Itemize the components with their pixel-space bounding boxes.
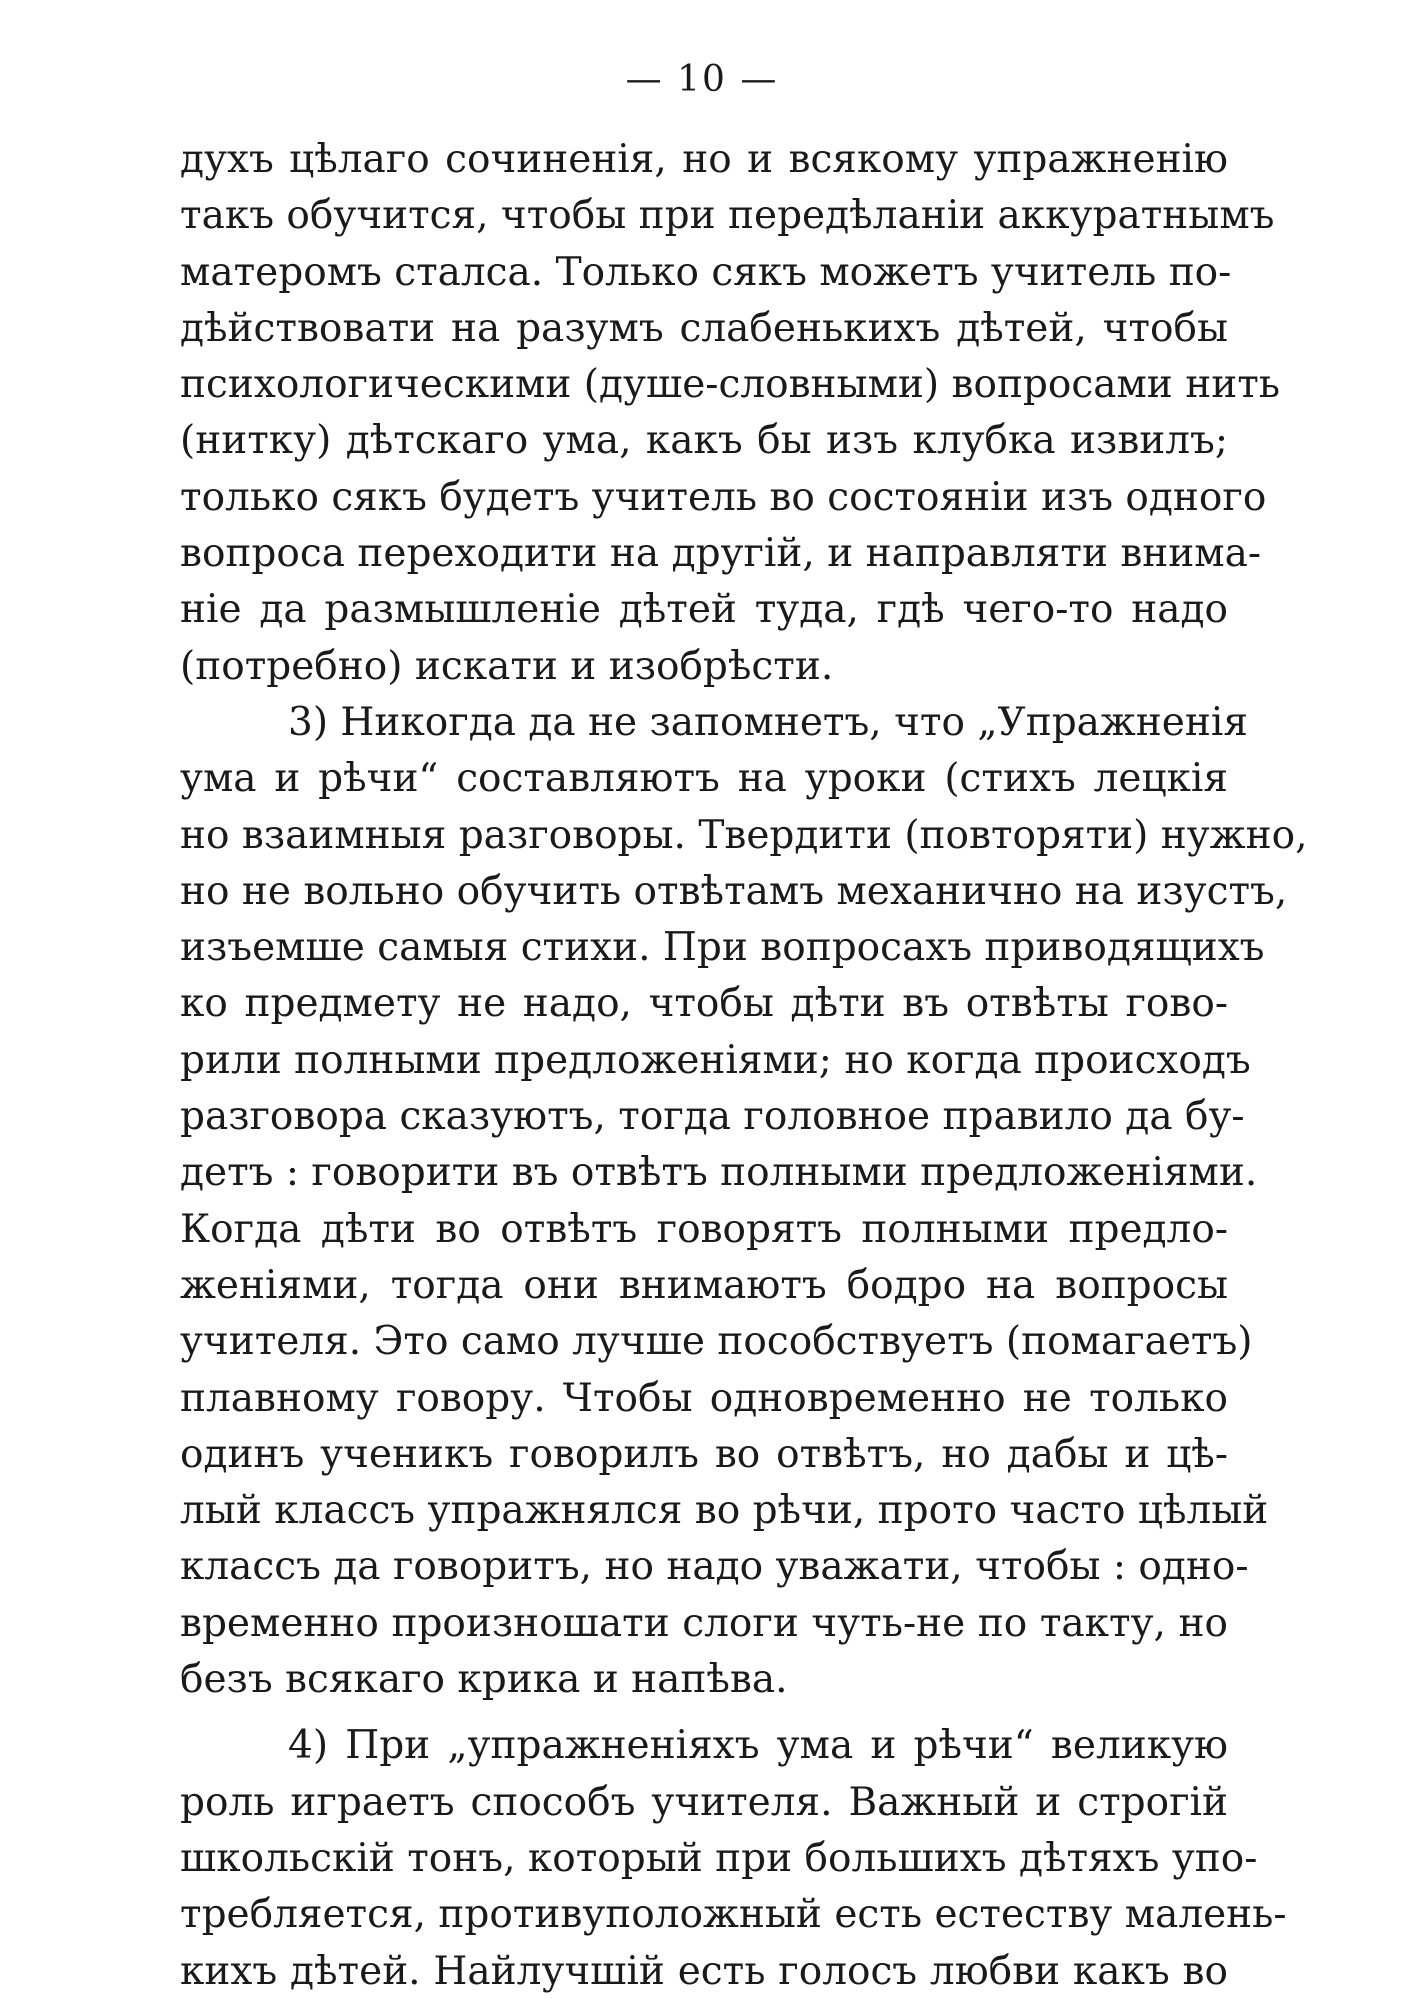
text-line: матеромъ сталса. Только сякъ можетъ учитель по-	[180, 249, 1232, 295]
paragraph-3	[180, 1718, 1287, 1999]
text-line: временно произношати слоги чуть-не по такту, но	[180, 1600, 1228, 1646]
text-line: роль играетъ способъ учителя. Важный и строгій	[180, 1779, 1228, 1825]
paragraph-1	[180, 132, 1280, 695]
text-line: одинъ ученикъ говорилъ во отвѣтъ, но дабы и цѣ-	[180, 1431, 1228, 1477]
text-line: ніе да размышленіе дѣтей туда, гдѣ чего-то надо	[180, 587, 1228, 633]
body-text	[180, 132, 1308, 2000]
text-line: (потребно) искати и изобрѣсти.	[180, 643, 834, 689]
text-line: ума и рѣчи“ составляютъ на уроки (стихъ лецкія	[180, 756, 1228, 802]
text-line: учителя. Это само лучше пособствуетъ (помагаетъ)	[180, 1319, 1253, 1365]
text-line: 3) Никогда да не запомнетъ, что „Упражненія	[288, 699, 1248, 745]
text-line: плавному говору. Чтобы одновременно не только	[180, 1375, 1228, 1421]
text-line: ко предмету не надо, чтобы дѣти въ отвѣты гово-	[180, 981, 1228, 1027]
text-line: безъ всякаго крика и напѣва.	[180, 1657, 788, 1703]
text-line: дѣйствовати на разумъ слабенькихъ дѣтей, чтобы	[180, 305, 1228, 351]
text-line: только сякъ будетъ учитель во состояніи изъ одного	[180, 474, 1267, 520]
text-line: Когда дѣти во отвѣтъ говорятъ полными предло-	[180, 1206, 1228, 1252]
text-line: духъ цѣлаго сочиненія, но и всякому упражненію	[180, 137, 1228, 182]
text-line: рили полными предложеніями; но когда происходъ	[180, 1037, 1251, 1083]
text-line: разговора сказуютъ, тогда головное правило да бу-	[180, 1094, 1245, 1140]
text-line: но не вольно обучить отвѣтамъ механично на изустъ,	[180, 868, 1288, 914]
text-line: детъ : говорити въ отвѣтъ полными предложеніями.	[180, 1150, 1258, 1196]
text-line: изъемше самыя стихи. При вопросахъ приводящихъ	[180, 925, 1265, 971]
paragraph-spacer	[180, 1708, 1228, 1718]
text-line: женіями, тогда они внимаютъ бодро на вопросы	[180, 1262, 1228, 1308]
text-line: кихъ дѣтей. Найлучшій есть голосъ любви какъ во	[180, 1948, 1228, 1994]
text-line: вопроса переходити на другій, и направляти внима-	[180, 531, 1262, 577]
text-line: требляется, противуположный есть естеству малень-	[180, 1892, 1287, 1938]
paragraph-2	[180, 695, 1308, 1708]
page-number: — 10 —	[625, 59, 779, 100]
text-line: школьскій тонъ, который при большихъ дѣтяхъ упо-	[180, 1835, 1258, 1881]
text-line: 4) При „упражненіяхъ ума и рѣчи“ великую	[288, 1723, 1228, 1769]
text-line: лый классъ упражнялся во рѣчи, прото часто цѣлый	[180, 1488, 1269, 1534]
text-line: психологическими (душе-словными) вопросами нить	[180, 362, 1280, 408]
text-line: (нитку) дѣтскаго ума, какъ бы изъ клубка извилъ;	[180, 418, 1228, 464]
text-line: такъ обучится, чтобы при передѣланіи аккуратнымъ	[180, 193, 1275, 239]
text-line: но взаимныя разговоры. Твердити (повторяти) нужно,	[180, 812, 1308, 858]
text-line: классъ да говоритъ, но надо уважати, чтобы : одно-	[180, 1544, 1249, 1590]
